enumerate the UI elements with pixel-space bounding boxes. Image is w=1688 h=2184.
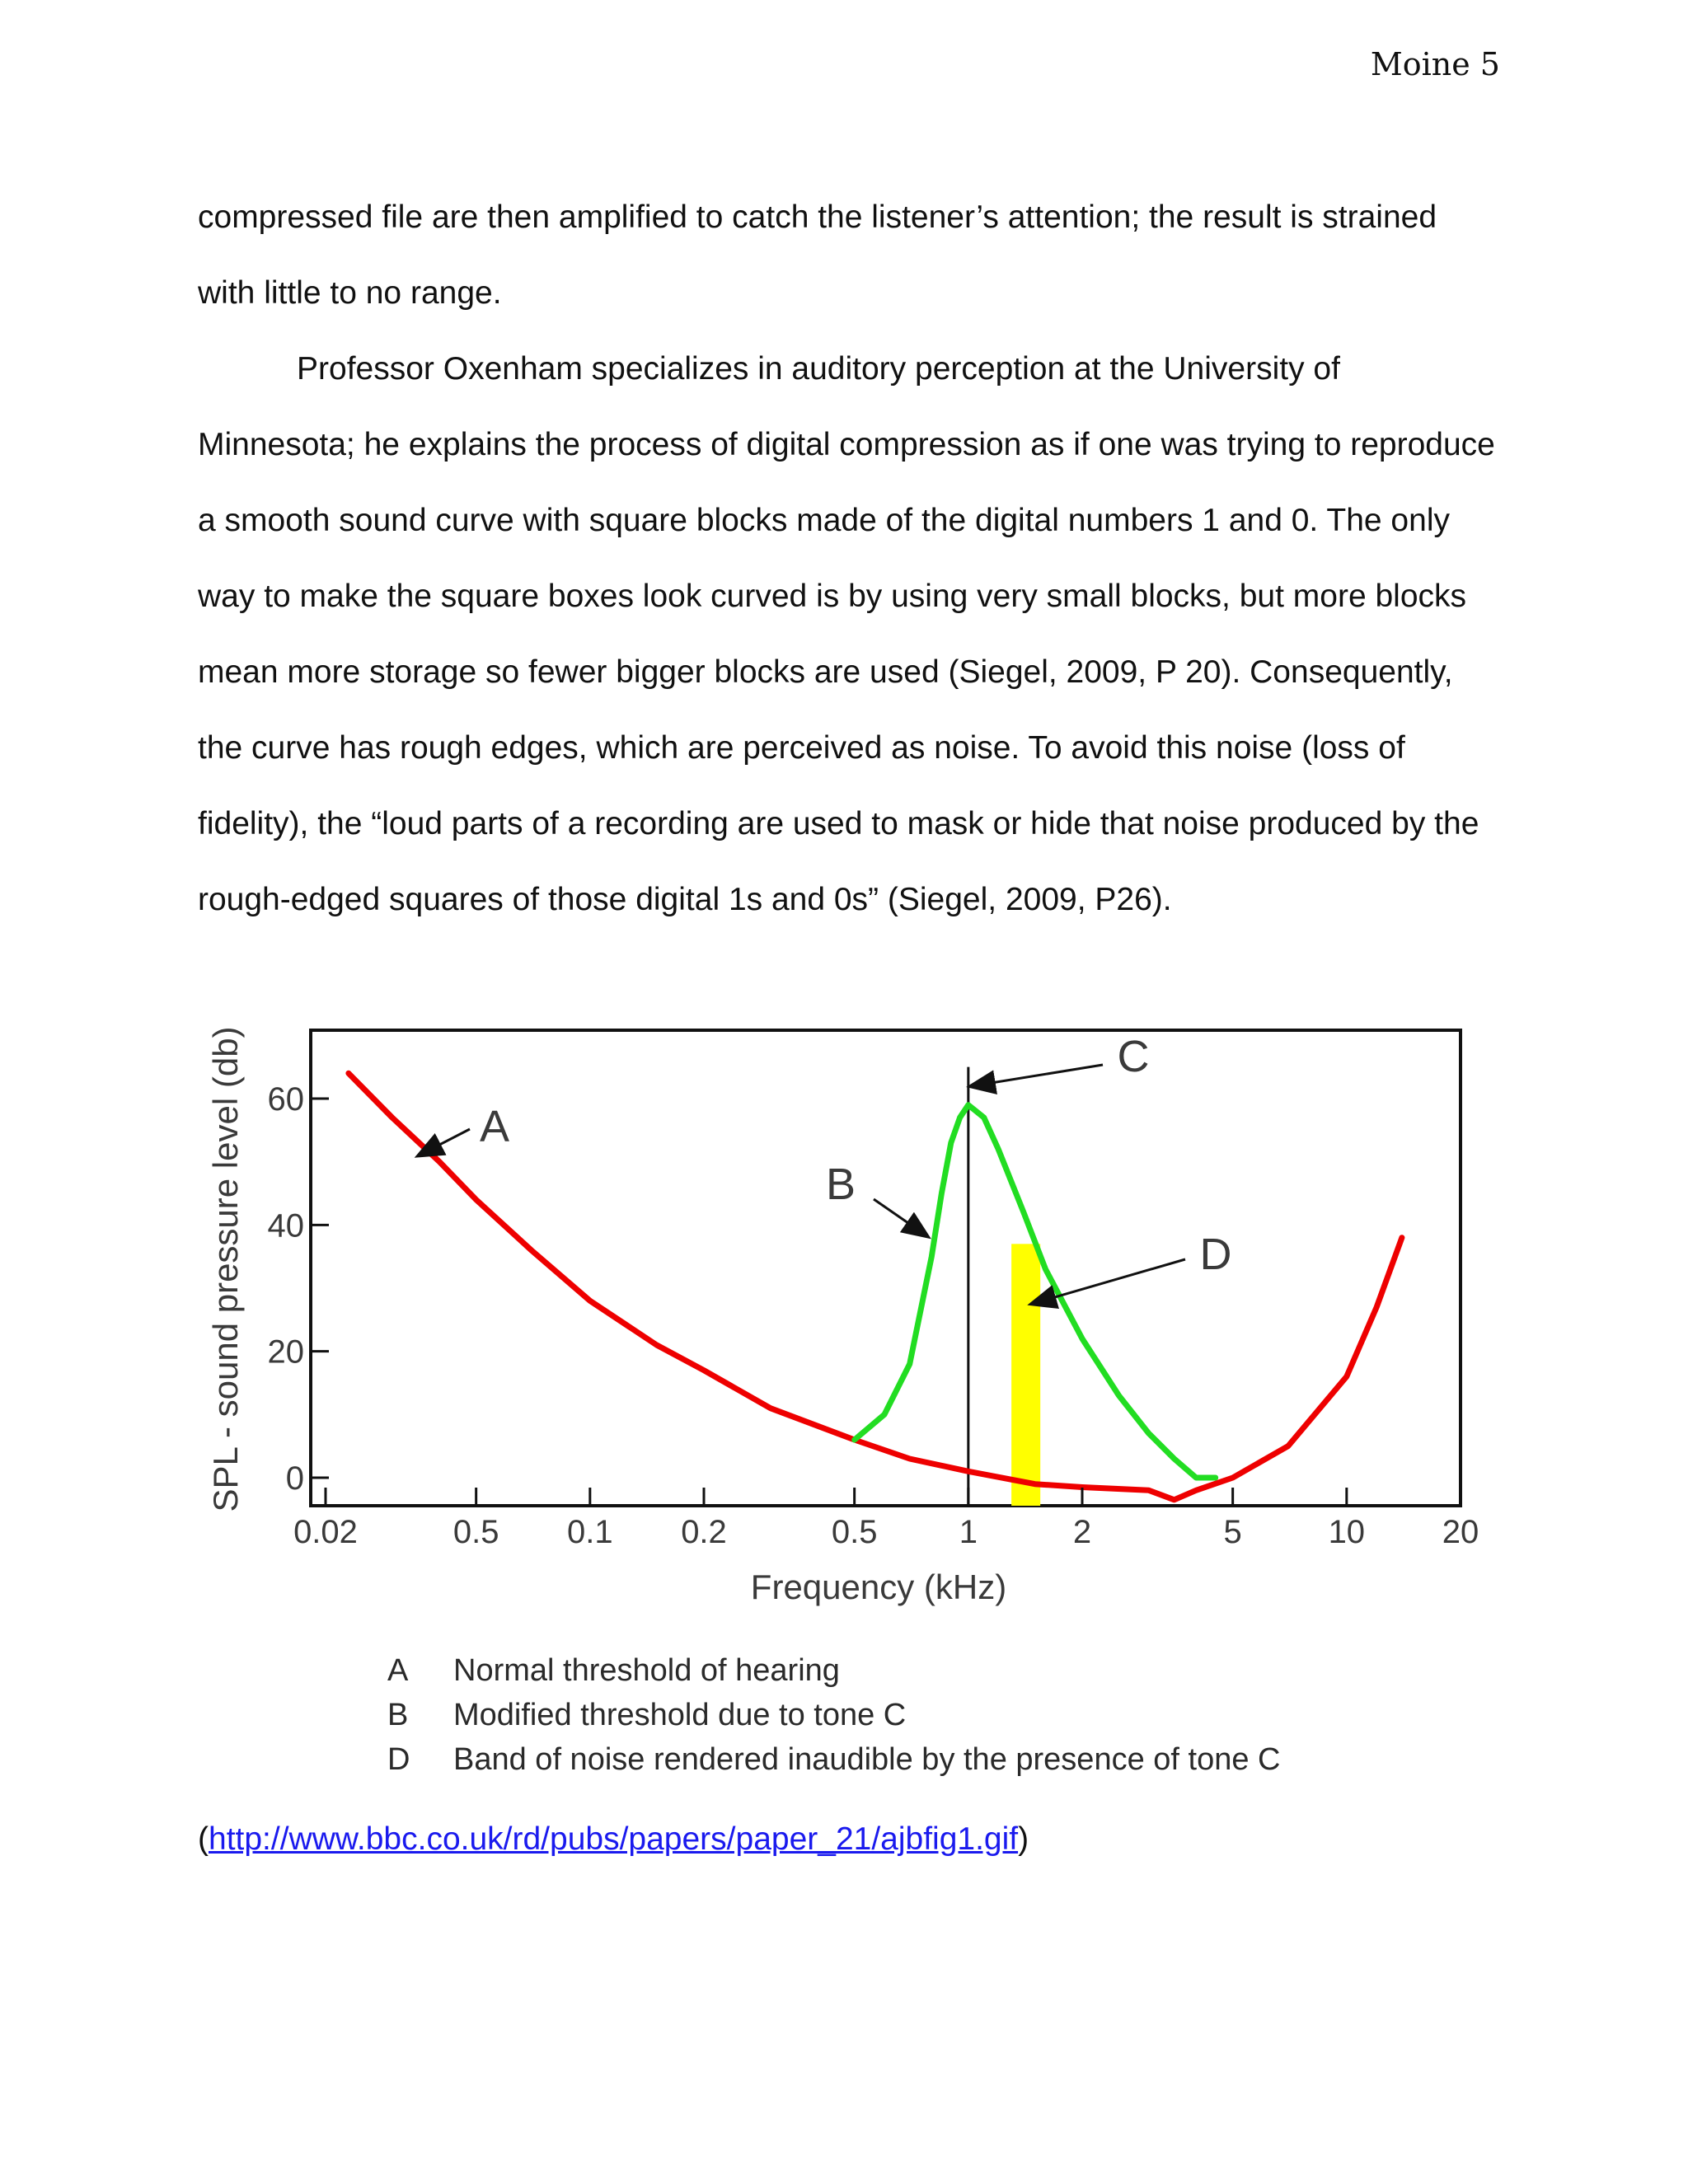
x-tick-label: 10	[1328, 1514, 1366, 1550]
legend-key: A	[387, 1653, 409, 1688]
y-tick-label: 60	[267, 1081, 304, 1118]
legend-item-d	[387, 1737, 1280, 1782]
source-close-paren: )	[1018, 1821, 1029, 1857]
x-tick-label: 0.2	[681, 1514, 727, 1550]
x-tick-label: 1	[959, 1514, 978, 1550]
legend-item-b	[387, 1693, 1280, 1737]
x-tick-label: 2	[1072, 1514, 1092, 1550]
annotation-a-label: A	[479, 1102, 510, 1151]
masking-chart	[198, 1022, 1500, 1632]
x-tick-label: 0.1	[567, 1514, 613, 1550]
y-axis-label: SPL - sound pressure level (db)	[206, 1026, 245, 1512]
figure-legend	[387, 1648, 1280, 1782]
paragraph-2: Professor Oxenham specializes in auditory perception at the University of Minnesota; he explains the process of digital compression as if one was trying to reproduce a smooth sound curve with square blocks made of the digital numbers 1 and 0. The only way to make the square boxes look curved is by using very small blocks, but more blocks mean more storage so fewer bigger blocks are used (Siegel, 2009, P 20). Consequently, the curve has rough edges, which are perceived as noise. To avoid this noise (loss of fidelity), the “loud parts of a recording are used to mask or hide that noise produced by the rough-edged squares of those digital 1s and 0s” (Siegel, 2009, P26).	[198, 351, 1495, 917]
legend-text: Band of noise rendered inaudible by the presence of tone C	[453, 1742, 1281, 1777]
legend-key: B	[387, 1698, 409, 1732]
y-tick-label: 20	[267, 1333, 304, 1371]
legend-key: D	[387, 1742, 410, 1777]
legend-text: Modified threshold due to tone C	[453, 1698, 907, 1732]
annotation-c-label: C	[1117, 1032, 1150, 1081]
annotation-b-arrow	[874, 1199, 927, 1236]
x-tick-label: 0.02	[293, 1514, 358, 1550]
annotation-d-label: D	[1199, 1230, 1232, 1279]
running-head: Moine 5	[1370, 46, 1500, 82]
x-tick-label: 20	[1442, 1514, 1479, 1550]
annotation-c-arrow	[971, 1065, 1103, 1086]
x-tick-label: 5	[1223, 1514, 1242, 1550]
y-tick-label: 0	[285, 1460, 304, 1497]
y-tick-label: 40	[267, 1207, 304, 1244]
x-tick-label: 0.5	[831, 1514, 878, 1550]
figure-source	[198, 1821, 1029, 1858]
legend-item-a	[387, 1648, 1280, 1693]
source-link[interactable]: http://www.bbc.co.uk/rd/pubs/papers/paper_21/ajbfig1.gif	[209, 1821, 1019, 1857]
paragraph-1: compressed file are then amplified to catch the listener’s attention; the result is strained with little to no range.	[198, 199, 1437, 311]
legend-text: Normal threshold of hearing	[453, 1653, 840, 1688]
source-open-paren: (	[198, 1821, 209, 1857]
x-axis-label: Frequency (kHz)	[750, 1568, 1007, 1606]
noise-band-d	[1011, 1244, 1040, 1506]
annotation-b-label: B	[825, 1160, 856, 1209]
masking-figure	[198, 1022, 1500, 1632]
annotation-a-arrow	[419, 1129, 470, 1155]
x-tick-label: 0.5	[452, 1514, 499, 1550]
